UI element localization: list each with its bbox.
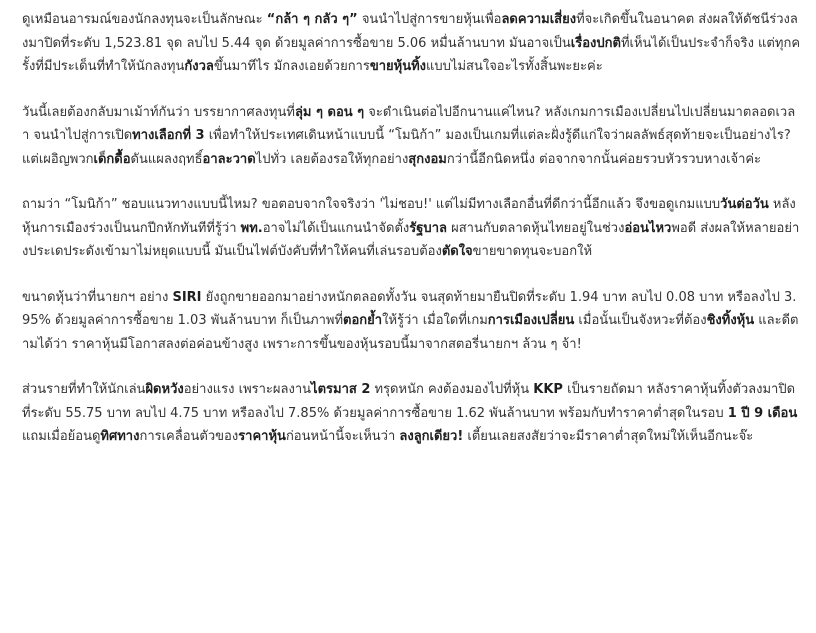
emphasized-text: เด็กดื้อ — [93, 151, 131, 167]
paragraph-text: ถามว่า “โมนิก้า” ชอบแนวทางแบบนี้ไหม? ขอตอบจากใจจริงว่า 'ไม่ชอบ!' แต่ไม่มีทางเลือกอื่นที่ดีกว่านี้อีกแล้ว จึงขอดูเกมแบบ — [22, 197, 721, 212]
article-paragraph — [22, 8, 802, 79]
emphasized-text: สุกงอม — [408, 151, 447, 167]
paragraph-text: กว่านี้อีกนิดหนึ่ง ต่อจากจากนั้นค่อยรวบหัวรวบหางเจ้าค่ะ — [446, 151, 762, 167]
paragraph-text: เป็นรายถัดมา หลังราคาหุ้นทิ้งตัวลงมาปิดที่ระดับ 55.75 บาท ลบไป 4.75 บาท หรือลงไป 7.85% ด้วยมูลค่าการซื้อขาย 1.62 พันล้านบาท พร้อมกับทำราคาต่ำสุดในรอบ — [22, 382, 796, 421]
paragraph-text: ส่วนรายที่ทำให้นักเล่น — [22, 382, 146, 397]
emphasized-text: ทางเลือกที่ 3 — [132, 128, 205, 143]
paragraph-text: แถมเมื่อย้อนดู — [22, 429, 101, 444]
paragraph-text: วันนี้เลยต้องกลับมาเม้าท์กันว่า บรรยากาศลงทุนที่ — [22, 104, 295, 120]
emphasized-text: ลดความเสี่ยง — [501, 12, 577, 27]
article-paragraph — [22, 286, 802, 357]
paragraph-text: เพื่อทำให้ประเทศเดินหน้าแบบนี้ “โมนิก้า” มองเป็นเกมที่แต่ละฝั่งรู้ดีแก่ใจว่าผลลัพธ์สุดท้ายจะเป็นอย่างไร? แต่เผอิญพวก — [22, 128, 791, 167]
emphasized-text: ตอกย้ำ — [343, 313, 383, 328]
emphasized-text: ตัดใจ — [441, 244, 473, 259]
paragraph-text: ที่จะเกิดขึ้นในอนาคต ส่งผลให้ดัชนีร่วงลงมาปิดที่ระดับ 1,523.81 จุด ลบไป 5.44 จุด ด้วยมูลค่าการซื้อขาย 5.06 หมื่นล้านบาท มันอาจเป็น — [22, 12, 798, 51]
emphasized-text: SIRI — [172, 289, 202, 305]
paragraph-text: เมื่อนั้นเป็นจังหวะที่ต้อง — [574, 313, 707, 328]
paragraph-text: ดูเหมือนอารมณ์ของนักลงทุนจะเป็นลักษณะ — [22, 12, 267, 27]
paragraph-text: จะดำเนินต่อไปอีกนานแค่ไหน? หลังเกมการเมืองเปลี่ยนไปเปลี่ยนมาตลอดเวลา จนนำไปสู่การเปิด — [22, 104, 796, 143]
emphasized-text: กังวล — [184, 59, 214, 74]
emphasized-text: อาละวาด — [202, 151, 256, 167]
paragraph-text: หลังหุ้นการเมืองร่วงเป็นนกปีกหักทันทีที่รู้ว่า — [22, 197, 796, 236]
emphasized-text: อ่อนไหว — [624, 220, 672, 236]
paragraph-text: พอดี ส่งผลให้หลายอย่างประเดประดังเข้ามาไม่หยุดแบบนี้ มันเป็นไฟต์บังคับที่ทำให้คนที่เล่นรอบต้อง — [22, 220, 800, 259]
paragraph-text: อย่างแรง เพราะผลงาน — [183, 382, 312, 397]
paragraph-text: ผสานกับตลาดหุ้นไทยอยู่ในช่วง — [446, 220, 625, 236]
emphasized-text: รัฐบาล — [409, 220, 447, 236]
article-paragraph — [22, 378, 802, 449]
article-paragraph — [22, 101, 802, 172]
paragraph-text: ขึ้นมาทีไร มักลงเอยด้วยการ — [213, 59, 370, 74]
paragraph-text: และดีตามได้ว่า ราคาหุ้นมีโอกาสลงต่อค่อนข้างสูง เพราะการขึ้นของหุ้นรอบนี้มาจากสตอรี่นายกฯ ล้วน ๆ จ้า! — [22, 313, 799, 352]
article-paragraph — [22, 193, 802, 264]
paragraph-text: อาจไม่ได้เป็นแกนนำจัดตั้ง — [262, 220, 410, 236]
paragraph-text: ทรุดหนัก คงต้องมองไปที่หุ้น — [370, 382, 534, 397]
paragraph-text: แบบไม่สนใจอะไรทั้งสิ้นพะยะค่ะ — [426, 59, 603, 74]
emphasized-text: ขายหุ้นทิ้ง — [369, 59, 427, 74]
paragraph-text: ยังถูกขายออกมาอย่างหนักตลอดทั้งวัน จนสุดท้ายมายืนปิดที่ระดับ 1.94 บาท ลบไป 0.08 บาท หรือลงไป 3.95% ด้วยมูลค่าการซื้อขาย 1.03 พันล้านบาท ก็เป็นภาพที่ — [22, 289, 797, 328]
paragraph-text: ขายขาดทุนจะบอกให้ — [472, 244, 593, 259]
emphasized-text: การเมืองเปลี่ยน — [487, 313, 575, 328]
paragraph-text: การเคลื่อนตัวของ — [139, 429, 239, 444]
paragraph-text: ให้รู้ว่า เมื่อใดที่เกม — [382, 313, 488, 328]
emphasized-text: KKP — [533, 382, 563, 397]
emphasized-text: 1 ปี 9 เดือน — [727, 405, 798, 421]
emphasized-text: ลงลูกเดียว! — [399, 429, 464, 444]
emphasized-text: ทิศทาง — [100, 429, 140, 444]
paragraph-text: ขนาดหุ้นว่าที่นายกฯ อย่าง — [22, 289, 173, 305]
emphasized-text: เรื่องปกติ — [570, 35, 621, 51]
emphasized-text: ผิดหวัง — [145, 382, 184, 397]
paragraph-text: เตี้ยนเลยสงสัยว่าจะมีราคาต่ำสุดใหม่ให้เห็นอีกนะจ๊ะ — [463, 429, 754, 444]
paragraph-text: ก่อนหน้านี้จะเห็นว่า — [285, 429, 400, 444]
emphasized-text: ไตรมาส 2 — [311, 382, 371, 397]
paragraph-text: ดันแผลงฤทธิ์ — [130, 151, 203, 167]
emphasized-text: ลุ่ม ๆ ดอน ๆ — [294, 104, 365, 120]
emphasized-text: ราคาหุ้น — [238, 429, 286, 444]
article-body — [22, 8, 802, 471]
emphasized-text: วันต่อวัน — [720, 197, 769, 212]
paragraph-text: จนนำไปสู่การขายหุ้นเพื่อ — [357, 12, 502, 27]
paragraph-text: ที่เห็นได้เป็นประจำก็จริง แต่ทุกครั้งที่มีประเด็นที่ทำให้นักลงทุน — [22, 35, 801, 74]
emphasized-text: ชิงทิ้งหุ้น — [706, 313, 755, 328]
emphasized-text: พท. — [240, 220, 263, 236]
emphasized-text: “กล้า ๆ กลัว ๆ” — [266, 12, 358, 27]
paragraph-text: ไปทั่ว เลยต้องรอให้ทุกอย่าง — [255, 151, 409, 167]
